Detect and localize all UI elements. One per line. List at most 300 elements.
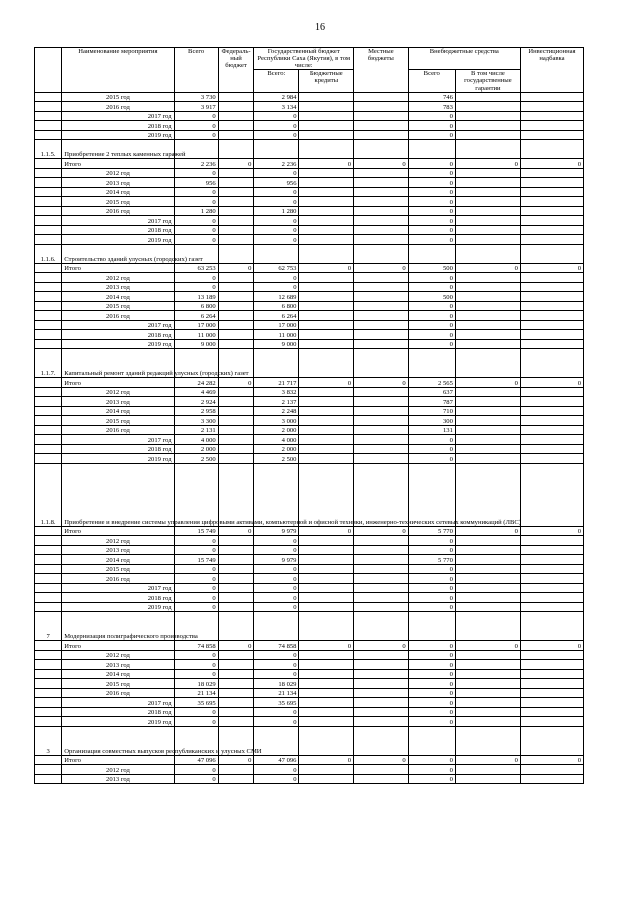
cell-extra-guar [455,717,520,727]
cell-extra-total: 5 770 [408,526,455,536]
row-name: 2017 год [62,583,174,593]
cell-local [354,225,409,235]
cell-state-credits [299,416,354,426]
cell-federal [218,765,254,775]
cell-total: 0 [174,717,218,727]
cell-extra-total: 0 [408,339,455,349]
empty-cell [520,140,583,159]
cell-extra-total: 0 [408,641,455,651]
table-row [35,425,584,435]
cell-local [354,282,409,292]
cell-extra-guar [455,273,520,283]
cell-local [354,660,409,670]
cell-total: 0 [174,235,218,245]
cell-invest [520,593,583,603]
cell-state-total: 18 029 [254,679,299,689]
cell-federal [218,311,254,321]
cell-extra-total: 0 [408,650,455,660]
table-row [35,669,584,679]
cell-local [354,397,409,407]
row-code: 3 [35,726,62,755]
row-code [35,292,62,302]
row-code [35,425,62,435]
row-code [35,225,62,235]
cell-state-credits [299,717,354,727]
cell-local [354,102,409,112]
cell-state-credits [299,216,354,226]
row-code [35,301,62,311]
cell-federal [218,698,254,708]
cell-state-total: 0 [254,225,299,235]
cell-total: 1 280 [174,206,218,216]
empty-cell [455,726,520,755]
cell-local [354,187,409,197]
row-code [35,444,62,454]
row-code [35,397,62,407]
table-row [35,406,584,416]
empty-cell [354,140,409,159]
section-title-row [35,612,584,641]
empty-cell [408,349,455,378]
cell-invest [520,444,583,454]
cell-state-total: 12 689 [254,292,299,302]
cell-state-total: 11 000 [254,330,299,340]
table-row [35,330,584,340]
cell-invest [520,282,583,292]
cell-extra-guar [455,197,520,207]
cell-invest [520,583,583,593]
row-code [35,717,62,727]
cell-state-credits: 0 [299,641,354,651]
cell-invest [520,765,583,775]
cell-invest [520,774,583,784]
row-name: Итого [62,378,174,388]
row-code [35,583,62,593]
row-name: 2018 год [62,225,174,235]
cell-state-credits [299,111,354,121]
cell-extra-total: 783 [408,102,455,112]
empty-cell [408,463,455,526]
table-row [35,574,584,584]
cell-local [354,707,409,717]
row-name: 2016 год [62,574,174,584]
cell-total: 3 300 [174,416,218,426]
row-code [35,698,62,708]
cell-state-credits [299,387,354,397]
cell-invest [520,435,583,445]
cell-invest: 0 [520,159,583,169]
cell-state-credits [299,774,354,784]
cell-total: 2 958 [174,406,218,416]
cell-state-credits [299,574,354,584]
cell-state-total: 3 000 [254,416,299,426]
cell-extra-total: 0 [408,159,455,169]
cell-total: 17 000 [174,320,218,330]
cell-state-total: 0 [254,168,299,178]
cell-state-credits [299,593,354,603]
cell-extra-total: 0 [408,121,455,131]
row-code [35,650,62,660]
cell-federal: 0 [218,263,254,273]
table-row [35,121,584,131]
cell-extra-total: 0 [408,755,455,765]
row-code [35,755,62,765]
cell-local [354,301,409,311]
cell-extra-total: 0 [408,660,455,670]
row-name: 2013 год [62,660,174,670]
empty-cell [408,612,455,641]
cell-total: 0 [174,669,218,679]
cell-state-total: 2 000 [254,444,299,454]
table-row [35,263,584,273]
cell-extra-guar [455,121,520,131]
cell-invest [520,130,583,140]
empty-cell [520,726,583,755]
cell-total: 2 500 [174,454,218,464]
row-name: 2013 год [62,774,174,784]
cell-invest [520,536,583,546]
cell-invest: 0 [520,526,583,536]
cell-state-credits [299,444,354,454]
cell-federal [218,320,254,330]
empty-cell [299,140,354,159]
row-name: 2015 год [62,301,174,311]
cell-extra-guar [455,425,520,435]
row-code [35,282,62,292]
cell-state-total: 1 280 [254,206,299,216]
cell-total: 0 [174,602,218,612]
cell-local: 0 [354,263,409,273]
cell-extra-guar [455,301,520,311]
cell-state-total: 2 248 [254,406,299,416]
cell-federal [218,555,254,565]
empty-cell [408,140,455,159]
cell-total: 0 [174,282,218,292]
table-row [35,416,584,426]
cell-extra-guar [455,555,520,565]
cell-total: 0 [174,111,218,121]
cell-invest: 0 [520,641,583,651]
table-row [35,320,584,330]
cell-state-total: 0 [254,765,299,775]
cell-extra-guar [455,102,520,112]
row-name: 2019 год [62,454,174,464]
cell-state-credits [299,602,354,612]
row-code [35,197,62,207]
cell-invest [520,679,583,689]
cell-invest [520,339,583,349]
cell-extra-guar: 0 [455,526,520,536]
cell-total: 4 000 [174,435,218,445]
cell-invest: 0 [520,263,583,273]
cell-total: 0 [174,168,218,178]
cell-federal: 0 [218,755,254,765]
cell-state-total: 0 [254,660,299,670]
cell-local [354,564,409,574]
cell-local [354,292,409,302]
cell-local [354,545,409,555]
table-row [35,435,584,445]
row-code [35,641,62,651]
header-code [35,48,62,93]
empty-cell [354,612,409,641]
cell-extra-guar [455,536,520,546]
budget-table [34,47,584,784]
table-row [35,378,584,388]
cell-local [354,602,409,612]
table-row [35,178,584,188]
table-row [35,225,584,235]
row-name: Приобретение 2 теплых каменных гаражей [62,140,174,159]
cell-extra-total: 0 [408,206,455,216]
cell-state-credits [299,406,354,416]
row-code [35,707,62,717]
cell-extra-guar [455,311,520,321]
cell-total: 63 253 [174,263,218,273]
cell-local [354,669,409,679]
cell-federal [218,111,254,121]
cell-federal [218,574,254,584]
cell-local [354,774,409,784]
cell-federal [218,168,254,178]
cell-invest [520,111,583,121]
cell-extra-total: 0 [408,311,455,321]
row-code [35,378,62,388]
page-number: 16 [315,22,325,33]
cell-state-total: 0 [254,111,299,121]
table-row [35,292,584,302]
cell-local [354,454,409,464]
cell-invest [520,397,583,407]
cell-state-credits [299,545,354,555]
empty-cell [299,244,354,263]
table-row [35,111,584,121]
cell-state-total: 3 832 [254,387,299,397]
cell-state-credits: 0 [299,378,354,388]
cell-extra-total: 0 [408,111,455,121]
empty-cell [354,726,409,755]
cell-extra-total: 787 [408,397,455,407]
table-row [35,187,584,197]
cell-total: 9 000 [174,339,218,349]
cell-state-total: 0 [254,536,299,546]
row-name: 2013 год [62,282,174,292]
row-name: 2012 год [62,168,174,178]
cell-total: 0 [174,593,218,603]
row-name: 2015 год [62,679,174,689]
row-code: 1.1.7. [35,349,62,378]
cell-state-total: 9 979 [254,555,299,565]
cell-extra-total: 0 [408,130,455,140]
cell-extra-guar [455,111,520,121]
row-code [35,387,62,397]
cell-extra-total: 0 [408,593,455,603]
row-name: 2015 год [62,92,174,102]
cell-total: 15 749 [174,555,218,565]
cell-extra-guar [455,669,520,679]
cell-total: 24 282 [174,378,218,388]
cell-extra-guar [455,545,520,555]
cell-invest [520,92,583,102]
cell-state-credits [299,178,354,188]
cell-state-credits [299,435,354,445]
cell-invest [520,545,583,555]
row-name: 2018 год [62,330,174,340]
cell-state-total: 0 [254,717,299,727]
row-code [35,435,62,445]
empty-cell [218,244,254,263]
cell-federal: 0 [218,526,254,536]
table-row [35,698,584,708]
cell-extra-guar [455,688,520,698]
cell-state-total: 21 134 [254,688,299,698]
cell-federal [218,707,254,717]
cell-invest [520,574,583,584]
cell-total: 21 134 [174,688,218,698]
cell-total: 11 000 [174,330,218,340]
cell-extra-guar [455,444,520,454]
empty-cell [408,726,455,755]
row-name: 2015 год [62,564,174,574]
table-row [35,545,584,555]
empty-cell [254,244,299,263]
row-code [35,660,62,670]
cell-state-credits: 0 [299,159,354,169]
cell-invest [520,311,583,321]
empty-cell [254,349,299,378]
cell-extra-total: 0 [408,330,455,340]
table-row [35,707,584,717]
table-row [35,660,584,670]
row-name: 2017 год [62,698,174,708]
cell-state-total: 21 717 [254,378,299,388]
cell-state-credits [299,564,354,574]
cell-local [354,311,409,321]
row-name: 2016 год [62,688,174,698]
cell-extra-guar [455,330,520,340]
cell-state-credits [299,339,354,349]
cell-extra-guar [455,92,520,102]
cell-federal [218,187,254,197]
empty-cell [455,349,520,378]
cell-extra-total: 710 [408,406,455,416]
cell-extra-guar [455,583,520,593]
cell-state-total: 956 [254,178,299,188]
table-row [35,159,584,169]
cell-federal [218,330,254,340]
cell-extra-guar [455,282,520,292]
cell-federal [218,602,254,612]
header-invest: Инвестиционная надбавка [520,48,583,93]
header-state: Государственный бюджет Республики Саха (Якутия), в том числе: [254,48,354,70]
cell-extra-total: 2 565 [408,378,455,388]
cell-state-total: 0 [254,197,299,207]
cell-federal [218,564,254,574]
cell-extra-total: 0 [408,320,455,330]
cell-extra-guar [455,339,520,349]
cell-total: 0 [174,216,218,226]
cell-state-total: 47 096 [254,755,299,765]
cell-extra-total: 0 [408,282,455,292]
cell-extra-guar [455,698,520,708]
cell-local [354,339,409,349]
cell-total: 0 [174,273,218,283]
empty-cell [455,463,520,526]
cell-total: 0 [174,225,218,235]
cell-federal [218,206,254,216]
cell-state-total: 9 979 [254,526,299,536]
cell-state-credits: 0 [299,526,354,536]
row-name: Итого [62,263,174,273]
section-title-row [35,726,584,755]
cell-total: 0 [174,545,218,555]
cell-extra-total: 0 [408,216,455,226]
cell-total: 2 000 [174,444,218,454]
cell-state-total: 2 500 [254,454,299,464]
cell-federal [218,197,254,207]
row-code: 1.1.5. [35,140,62,159]
cell-local [354,583,409,593]
cell-local [354,130,409,140]
cell-total: 4 469 [174,387,218,397]
cell-extra-guar [455,168,520,178]
cell-federal: 0 [218,641,254,651]
cell-state-credits [299,688,354,698]
cell-invest [520,406,583,416]
row-name: Модернизация полиграфического производства [62,612,174,641]
cell-local [354,406,409,416]
cell-total: 35 695 [174,698,218,708]
row-code [35,178,62,188]
cell-extra-total: 0 [408,564,455,574]
cell-extra-total: 0 [408,574,455,584]
cell-local [354,121,409,131]
cell-extra-guar [455,187,520,197]
cell-federal [218,178,254,188]
cell-local [354,416,409,426]
empty-cell [218,463,254,526]
row-code [35,688,62,698]
cell-state-total: 0 [254,593,299,603]
cell-extra-guar [455,216,520,226]
table-row [35,273,584,283]
row-name: 2014 год [62,406,174,416]
cell-invest [520,235,583,245]
cell-state-credits [299,92,354,102]
row-name: 2018 год [62,707,174,717]
row-code [35,235,62,245]
row-code [35,564,62,574]
cell-invest [520,216,583,226]
cell-total: 2 924 [174,397,218,407]
cell-local [354,650,409,660]
cell-federal [218,660,254,670]
empty-cell [254,612,299,641]
cell-extra-total: 0 [408,187,455,197]
header-state-credits: Бюджетные кредиты [299,70,354,92]
row-code [35,273,62,283]
cell-extra-guar [455,387,520,397]
table-row [35,650,584,660]
cell-total: 0 [174,536,218,546]
cell-extra-total: 0 [408,679,455,689]
row-code [35,555,62,565]
row-name: 2012 год [62,765,174,775]
cell-total: 0 [174,564,218,574]
cell-local [354,688,409,698]
cell-invest [520,660,583,670]
cell-local [354,574,409,584]
